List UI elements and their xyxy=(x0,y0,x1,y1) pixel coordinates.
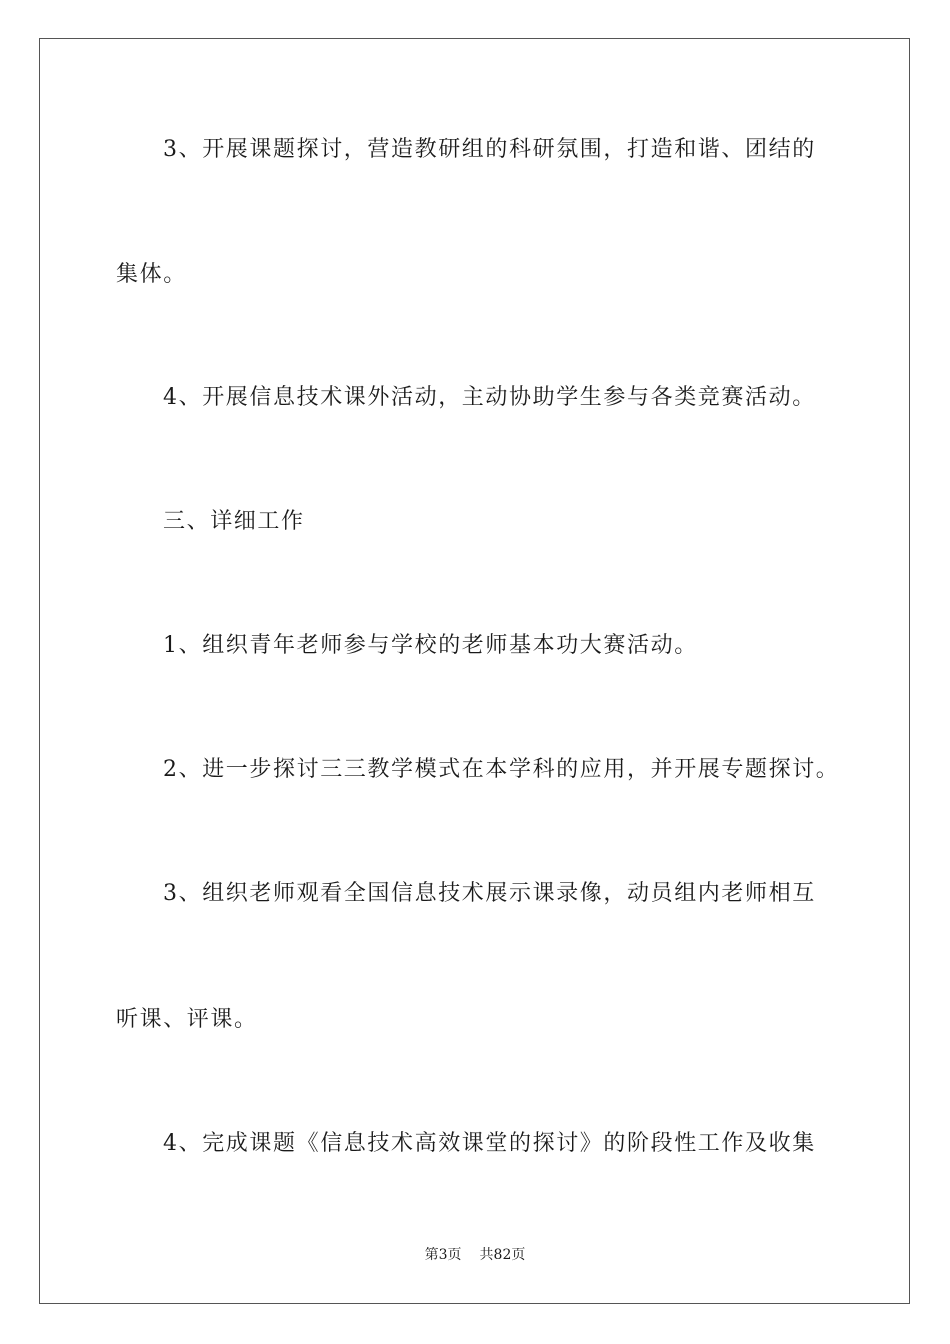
page-footer xyxy=(0,1246,950,1264)
paragraph-line: 2、进一步探讨三三教学模式在本学科的应用，并开展专题探讨。 xyxy=(163,757,840,782)
total-pages: 共82页 xyxy=(479,1247,526,1263)
paragraph-line: 听课、评课。 xyxy=(116,1007,258,1032)
paragraph-line: 1、组织青年老师参与学校的老师基本功大赛活动。 xyxy=(163,633,698,658)
paragraph-line: 集体。 xyxy=(116,262,187,287)
paragraph-line: 3、开展课题探讨，营造教研组的科研氛围，打造和谐、团结的 xyxy=(163,137,816,162)
paragraph-line: 4、完成课题《信息技术高效课堂的探讨》的阶段性工作及收集 xyxy=(163,1131,816,1156)
section-heading: 三、详细工作 xyxy=(163,509,305,534)
page-number: 第3页 xyxy=(424,1247,462,1263)
paragraph-line: 3、组织老师观看全国信息技术展示课录像，动员组内老师相互 xyxy=(163,881,816,906)
paragraph-line: 4、开展信息技术课外活动，主动协助学生参与各类竞赛活动。 xyxy=(163,385,816,410)
page-border xyxy=(39,38,910,1304)
